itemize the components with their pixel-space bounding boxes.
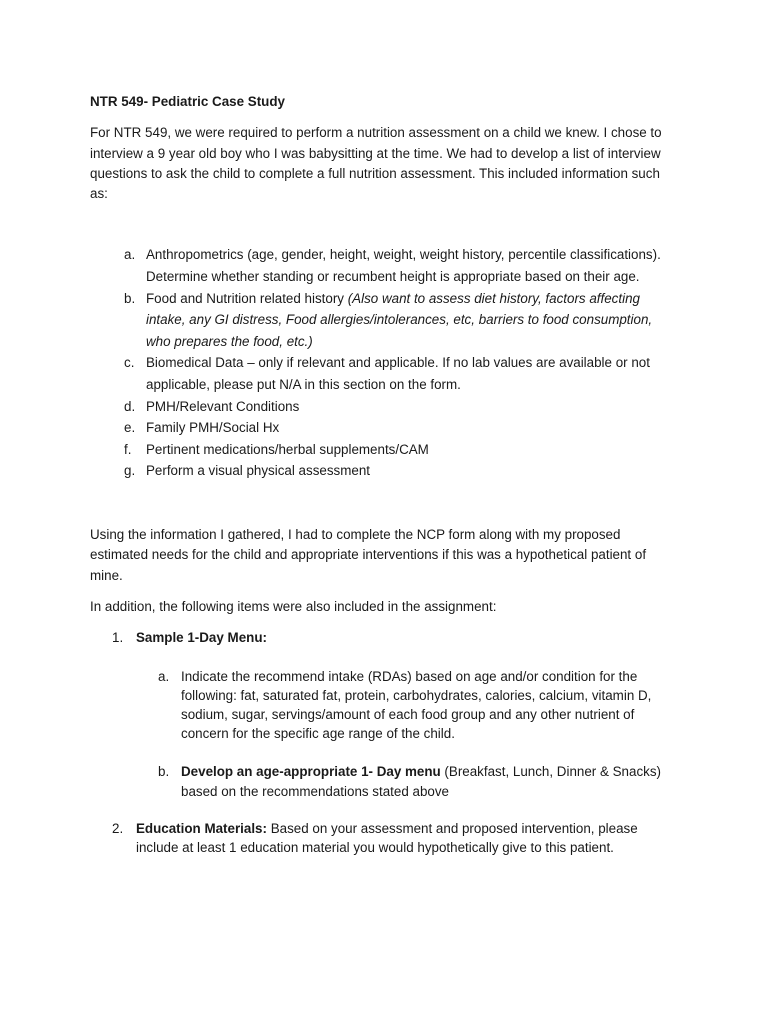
list-marker: d.: [124, 398, 136, 414]
assessment-item-b: [90, 288, 680, 353]
assessment-item-d: [90, 396, 680, 418]
assignment-item-heading: Sample 1-Day Menu:: [136, 630, 267, 646]
intro-paragraph: For NTR 549, we were required to perform a nutrition assessment on a child we knew. I chose to interview a 9 year old boy who I was babysitting at the time. We had to develop a list of interview questions to ask the child to complete a full nutrition assessment. This included information such as:: [90, 125, 662, 202]
menu-sub-item-text: Indicate the recommend intake (RDAs) based on age and/or condition for the following: fat, saturated fat, protein, carbohydrates, calories, calcium, vitamin D, sodium, sugar, servings/amount of each food group and any other nutrient of concern for the specific age range of the child.: [181, 668, 652, 742]
assessment-item-text: Anthropometrics (age, gender, height, weight, weight history, percentile classifications). Determine whether standing or recumbent height is appropriate based on their age.: [146, 247, 661, 285]
assessment-item-text: Pertinent medications/herbal supplements/CAM: [146, 441, 429, 457]
list-marker: a.: [158, 668, 170, 684]
list-marker: 1.: [112, 630, 124, 646]
assessment-item-text: Perform a visual physical assessment: [146, 463, 371, 479]
using-paragraph: Using the information I gathered, I had to complete the NCP form along with my proposed estimated needs for the child and appropriate interventions if this was a hypothetical patient of mine.: [90, 527, 647, 583]
assignment-item-menu: [90, 628, 680, 801]
assignment-item-education: [90, 819, 680, 857]
list-marker: f.: [124, 441, 132, 457]
assessment-item-g: [90, 460, 680, 482]
assessment-item-a: [90, 244, 680, 287]
assessment-list: [90, 244, 680, 482]
list-marker: b.: [158, 764, 170, 780]
menu-sub-item-text: (Breakfast, Lunch, Dinner & Snacks) based on the recommendations stated above: [181, 764, 662, 799]
menu-sub-list: [136, 667, 680, 801]
list-marker: b.: [124, 290, 136, 306]
assignment-item-text: Based on your assessment and proposed intervention, please include at least 1 education material you would hypothetically give to this patient.: [136, 820, 638, 855]
list-marker: c.: [124, 355, 135, 371]
assessment-item-text: PMH/Relevant Conditions: [146, 398, 300, 414]
assessment-item-f: [90, 439, 680, 461]
assessment-item-e: [90, 417, 680, 439]
assessment-item-text: Biomedical Data – only if relevant and applicable. If no lab values are available or not applicable, please put N/A in this section on the form.: [146, 355, 650, 393]
assignment-list: [90, 628, 680, 857]
list-marker: 2.: [112, 820, 124, 836]
menu-sub-item-a: [136, 667, 680, 744]
addition-paragraph: In addition, the following items were also included in the assignment:: [90, 598, 497, 614]
document-title: NTR 549- Pediatric Case Study: [90, 94, 285, 109]
list-marker: g.: [124, 463, 136, 479]
assessment-item-c: [90, 352, 680, 395]
assignment-item-heading: Education Materials:: [136, 820, 267, 836]
list-marker: a.: [124, 247, 136, 263]
assessment-item-text: Family PMH/Social Hx: [146, 420, 280, 436]
menu-sub-item-b: [136, 762, 680, 800]
menu-sub-item-bold: Develop an age-appropriate 1- Day menu: [181, 764, 441, 780]
assessment-item-text: Food and Nutrition related history: [146, 290, 348, 306]
document-page: [90, 92, 680, 857]
assessment-item-note: (Also want to assess diet history, factors affecting intake, any GI distress, Food allergies/intolerances, etc, barriers to food consumption, who prepares the food, etc.): [146, 290, 653, 349]
list-marker: e.: [124, 420, 136, 436]
